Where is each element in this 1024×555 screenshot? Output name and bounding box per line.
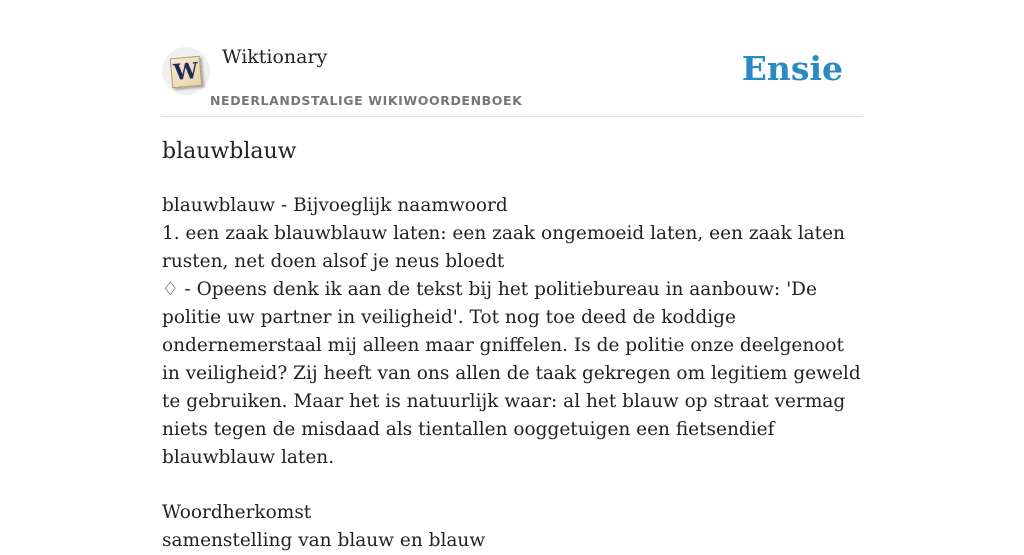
site-subtitle: NEDERLANDSTALIGE WIKIWOORDENBOEK	[210, 93, 523, 108]
entry-example: ♢ - Opeens denk ik aan de tekst bij het politiebureau in aanbouw: 'De politie uw partner in veiligheid'. Tot nog toe deed de koddige ondernemerstaal mij alleen maar gniffelen. Is de politie onze deelgenoot in veiligheid? Zij heeft van ons allen de taak gekregen om legitiem geweld te gebruiken. Maar het is natuurlijk waar: al het blauw op straat vermag niets tegen de misdaad als tientallen ooggetuigen een fietsendief blauwblauw laten.	[162, 279, 861, 468]
paragraph-gap	[162, 472, 862, 499]
site-header	[162, 0, 862, 117]
site-name[interactable]: Wiktionary	[222, 46, 328, 68]
etymology-text: samenstelling van blauw en blauw	[162, 530, 486, 551]
entry-definition: 1. een zaak blauwblauw laten: een zaak ongemoeid laten, een zaak laten rusten, net doen alsof je neus bloedt	[162, 223, 845, 272]
ensie-brand-logo[interactable]: Ensie	[741, 49, 843, 88]
etymology-heading: Woordherkomst	[162, 502, 312, 523]
entry-heading-line: blauwblauw - Bijvoeglijk naamwoord	[162, 195, 508, 216]
entry-content	[162, 192, 862, 555]
page-title: blauwblauw	[162, 139, 297, 164]
wiktionary-logo[interactable]	[162, 47, 210, 95]
wiktionary-logo-tile-icon: W	[170, 56, 203, 89]
